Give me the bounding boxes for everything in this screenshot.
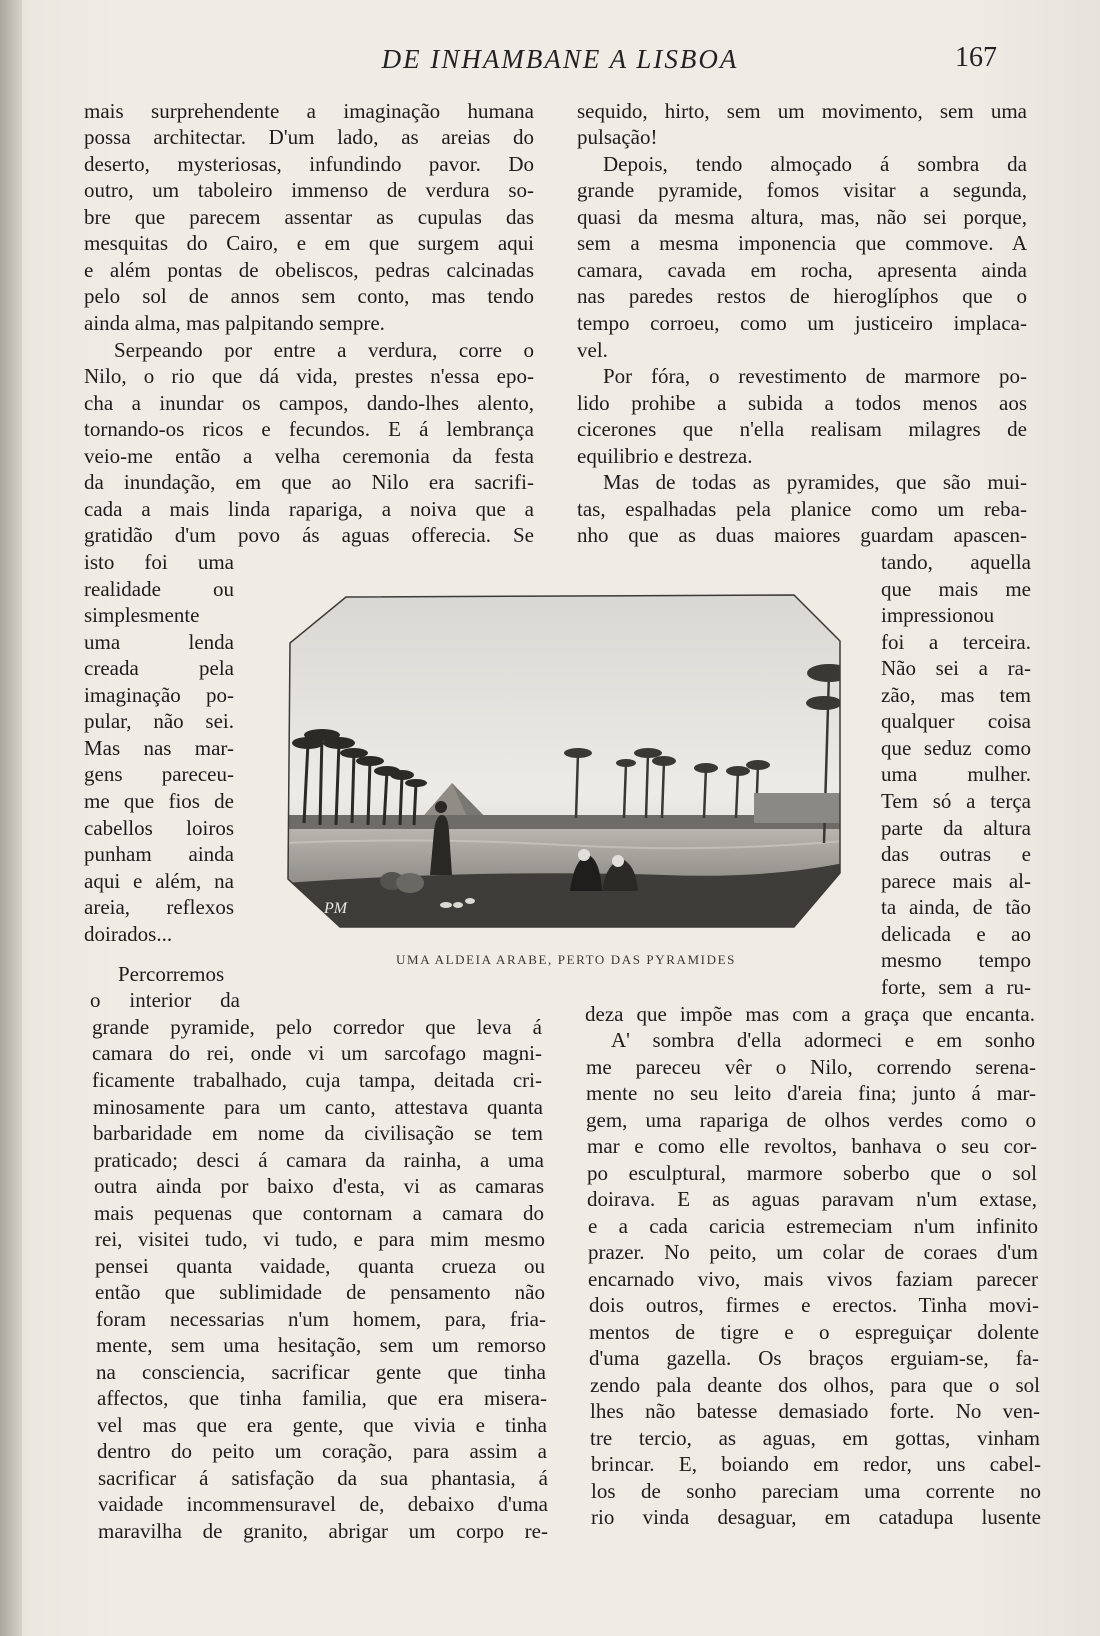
- illustration-photo: [284, 593, 844, 929]
- artist-monogram: PM: [324, 900, 348, 917]
- text-line: Mas de todas as pyramides, que são mui-: [603, 470, 1027, 494]
- text-line: imaginação po-: [84, 683, 234, 707]
- text-line: tornando-os ricos e fecundos. E á lembrança: [84, 417, 534, 441]
- text-line: foram necessarias n'um homem, para, fria-: [96, 1307, 546, 1331]
- text-line: sacrificar á satisfação da sua phantasia, á: [98, 1466, 548, 1490]
- text-line: deza que impõe mas com a graça que encanta.: [585, 1002, 1035, 1026]
- text-line: zão, mas tem: [881, 683, 1031, 707]
- text-line: parte da altura: [881, 816, 1031, 840]
- text-line: e além pontas de obeliscos, pedras calcinadas: [84, 258, 534, 282]
- text-line: possa architectar. D'um lado, as areias do: [84, 125, 534, 149]
- text-line: delicada e ao: [881, 922, 1031, 946]
- text-line: pular, não sei.: [84, 709, 234, 733]
- text-line: punham ainda: [84, 842, 234, 866]
- text-line: Por fóra, o revestimento de marmore po-: [603, 364, 1027, 388]
- text-line: encarnado vivo, mais vivos faziam parecer: [588, 1267, 1038, 1291]
- text-line: ta ainda, de tão: [881, 895, 1031, 919]
- text-line: [591, 1531, 1041, 1557]
- text-line: outro, um taboleiro immenso de verdura so-: [84, 178, 534, 202]
- text-line: los de sonho pareciam uma corrente no: [591, 1479, 1041, 1503]
- text-line: que seduz como: [881, 736, 1031, 760]
- text-line: grande pyramide, fomos visitar a segunda,: [577, 178, 1027, 202]
- text-line: lido prohibe a subida a todos menos aos: [577, 391, 1027, 415]
- text-line: foi a terceira.: [881, 630, 1031, 654]
- text-line: mentos de tigre e o espreguiçar dolente: [589, 1320, 1039, 1344]
- text-line: grande pyramide, pelo corredor que leva á: [92, 1015, 542, 1039]
- text-line: doirados...: [84, 922, 173, 946]
- text-line: equilibrio e destreza.: [577, 444, 753, 468]
- text-line: rio vinda desaguar, em catadupa lusente: [591, 1505, 1041, 1529]
- text-line: creada pela: [84, 656, 234, 680]
- text-line: que mais me: [881, 577, 1031, 601]
- text-line: cabellos loiros: [84, 816, 234, 840]
- text-line: praticado; desci á camara da rainha, a uma: [94, 1148, 544, 1172]
- text-line: ainda alma, mas palpitando sempre.: [84, 311, 385, 335]
- text-line: ficamente trabalhado, cuja tampa, deitada cri-: [92, 1068, 542, 1092]
- text-line: Não sei a ra-: [881, 656, 1031, 680]
- text-line: Nilo, o rio que dá vida, prestes n'essa epo-: [84, 364, 534, 388]
- text-line: o interior da: [90, 988, 240, 1012]
- text-line: camara do rei, onde vi um sarcofago magni-: [92, 1041, 542, 1065]
- text-line: veio-me então a velha ceremonia da festa: [84, 444, 534, 468]
- text-line: cha a inundar os campos, dando-lhes alento,: [84, 391, 534, 415]
- text-line: outra ainda por baixo d'esta, vi as camaras: [94, 1174, 544, 1198]
- text-line: minosamente para um canto, attestava quanta: [93, 1095, 543, 1119]
- text-line: parece mais al-: [881, 869, 1031, 893]
- text-line: tempo corroeu, como um justiceiro implaca-: [577, 311, 1027, 335]
- text-line: cicerones que n'ella realisam milagres de: [577, 417, 1027, 441]
- text-line: rei, visitei tudo, vi tudo, e para mim mesmo: [95, 1227, 545, 1251]
- text-line: mais pequenas que contornam a camara do: [94, 1201, 544, 1225]
- text-line: pensei quanta vaidade, quanta crueza ou: [95, 1254, 545, 1278]
- text-line: deserto, mysteriosas, infundindo pavor. Do: [84, 152, 534, 176]
- text-line: qualquer coisa: [881, 709, 1031, 733]
- text-line: uma lenda: [84, 630, 234, 654]
- text-line: forte, sem a ru-: [881, 975, 1031, 999]
- text-line: pelo sol de annos sem conto, mas tendo: [84, 284, 534, 308]
- text-line: me pareceu vêr o Nilo, correndo serena-: [586, 1055, 1036, 1079]
- text-line: vel mas que era gente, que vivia e tinha: [97, 1413, 547, 1437]
- text-line: da inundação, em que ao Nilo era sacrifi-: [84, 470, 534, 494]
- text-line: mais surprehendente a imaginação humana: [84, 99, 534, 123]
- text-line: bre que parecem assentar as cupulas das: [84, 205, 534, 229]
- text-line: zendo pala deante dos olhos, para que o sol: [590, 1373, 1040, 1397]
- text-line: pulsação!: [577, 125, 658, 149]
- text-line: brincar. E, boiando em redor, uns cabel-: [591, 1452, 1041, 1476]
- text-line: mente, sem uma hesitação, sem um remorso: [96, 1333, 546, 1357]
- text-line: affectos, que tinha familia, que era misera-: [97, 1386, 547, 1410]
- text-line: vaidade incommensuravel de, debaixo d'uma: [98, 1492, 548, 1516]
- text-line: sem a mesma imponencia que commove. A: [577, 231, 1027, 255]
- text-line: mar e como elle revoltos, banhava o seu cor-: [587, 1134, 1037, 1158]
- text-line: Depois, tendo almoçado á sombra da: [603, 152, 1027, 176]
- text-line: isto foi uma: [84, 550, 234, 574]
- text-line: sequido, hirto, sem um movimento, sem uma: [577, 99, 1027, 123]
- text-line: gratidão d'um povo ás aguas offerecia. Se: [84, 523, 534, 547]
- page-gutter: [0, 0, 22, 1636]
- text-line: e a cada caricia estremeciam n'um infinito: [588, 1214, 1038, 1238]
- text-line: camara, cavada em rocha, apresenta ainda: [577, 258, 1027, 282]
- text-line: aqui e além, na: [84, 869, 234, 893]
- text-line: A' sombra d'ella adormeci e em sonho: [611, 1028, 1035, 1052]
- text-line: vel.: [577, 338, 608, 362]
- text-line: doirava. E as aguas paravam n'um extase,: [587, 1187, 1037, 1211]
- text-line: mesquitas do Cairo, e em que surgem aqui: [84, 231, 534, 255]
- text-line: areia, reflexos: [84, 895, 234, 919]
- text-line: dois outros, firmes e erectos. Tinha movi-: [589, 1293, 1039, 1317]
- illustration-caption: UMA ALDEIA ARABE, PERTO DAS PYRAMIDES: [396, 952, 736, 967]
- text-line: Serpeando por entre a verdura, corre o: [114, 338, 534, 362]
- text-line: quasi da mesma altura, mas, não sei porque,: [577, 205, 1027, 229]
- text-line: gem, uma rapariga de olhos verdes como o: [586, 1108, 1036, 1132]
- text-line: impressionou: [881, 603, 995, 627]
- text-line: maravilha de granito, abrigar um corpo re-: [98, 1519, 548, 1543]
- text-line: mesmo tempo: [881, 948, 1031, 972]
- text-line: simplesmente: [84, 603, 200, 627]
- text-line: cada a mais linda rapariga, a noiva que a: [84, 497, 534, 521]
- text-line: Percorremos: [118, 962, 225, 986]
- text-line: tas, espalhadas pela planice como um reba-: [577, 497, 1027, 521]
- text-line: nas paredes restos de hieroglíphos que o: [577, 284, 1027, 308]
- running-title: DE INHAMBANE A LISBOA: [381, 44, 739, 74]
- text-line: gens pareceu-: [84, 762, 234, 786]
- text-line: na consciencia, sacrificar gente que tinha: [96, 1360, 546, 1384]
- text-line: d'uma gazella. Os braços erguiam-se, fa-: [589, 1346, 1039, 1370]
- text-line: me que fios de: [84, 789, 234, 813]
- text-line: po esculptural, marmore soberbo que o sol: [587, 1161, 1037, 1185]
- page-number: 167: [955, 42, 997, 73]
- text-line: dentro do peito um coração, para assim a: [97, 1439, 547, 1463]
- text-line: então que sublimidade de pensamento não: [95, 1280, 545, 1304]
- text-line: nho que as duas maiores guardam apascen-: [577, 523, 1027, 547]
- text-line: barbaridade em nome da civilisação se tem: [93, 1121, 543, 1145]
- text-line: Mas nas mar-: [84, 736, 234, 760]
- text-line: Tem só a terça: [881, 789, 1031, 813]
- text-line: mente no seu leito d'areia fina; junto á mar-: [586, 1081, 1036, 1105]
- text-line: uma mulher.: [881, 762, 1031, 786]
- text-line: realidade ou: [84, 577, 234, 601]
- text-line: tando, aquella: [881, 550, 1031, 574]
- text-line: das outras e: [881, 842, 1031, 866]
- text-line: prazer. No peito, um colar de coraes d'um: [588, 1240, 1038, 1264]
- text-line: tre tercio, as aguas, em gottas, vinham: [590, 1426, 1040, 1450]
- text-line: lhes não batesse demasiado forte. No ven-: [590, 1399, 1040, 1423]
